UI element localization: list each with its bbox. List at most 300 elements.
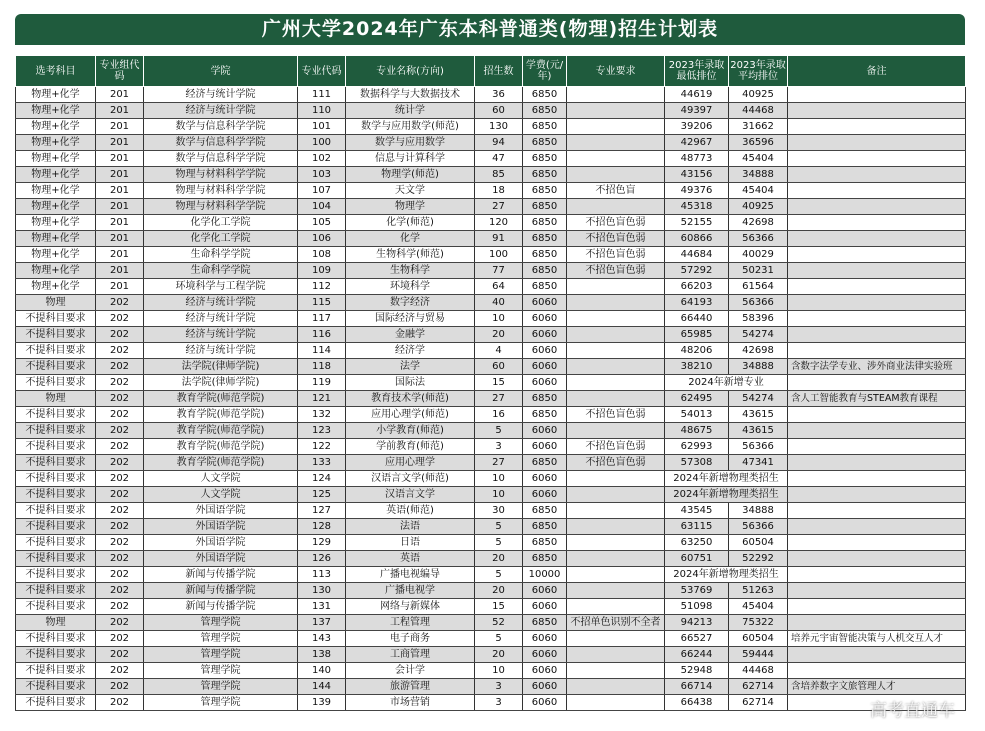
cell-group-code: 202 <box>96 695 144 711</box>
cell-min-rank-2023: 52948 <box>665 663 729 679</box>
cell-college: 管理学院 <box>144 631 298 647</box>
cell-college: 外国语学院 <box>144 503 298 519</box>
cell-avg-rank-2023: 60504 <box>729 535 788 551</box>
cell-min-rank-2023: 39206 <box>665 119 729 135</box>
cell-major-code: 123 <box>298 423 346 439</box>
cell-group-code: 202 <box>96 599 144 615</box>
cell-subject: 物理+化学 <box>16 263 96 279</box>
cell-major-code: 119 <box>298 375 346 391</box>
cell-major-code: 103 <box>298 167 346 183</box>
cell-enrollment: 30 <box>475 503 523 519</box>
cell-group-code: 201 <box>96 87 144 103</box>
cell-major-name: 数学与应用数学 <box>346 135 475 151</box>
cell-college: 教育学院(师范学院) <box>144 391 298 407</box>
cell-avg-rank-2023: 60504 <box>729 631 788 647</box>
cell-enrollment: 40 <box>475 295 523 311</box>
cell-requirement <box>567 87 665 103</box>
table-row <box>16 599 966 615</box>
cell-note <box>788 455 966 471</box>
cell-avg-rank-2023: 54274 <box>729 327 788 343</box>
cell-avg-rank-2023: 58396 <box>729 311 788 327</box>
cell-min-rank-2023: 42967 <box>665 135 729 151</box>
cell-note <box>788 327 966 343</box>
table-row <box>16 343 966 359</box>
cell-tuition: 6060 <box>523 647 567 663</box>
enrollment-plan-table <box>15 55 966 711</box>
cell-major-code: 101 <box>298 119 346 135</box>
cell-min-rank-2023: 63250 <box>665 535 729 551</box>
cell-subject: 物理+化学 <box>16 247 96 263</box>
cell-subject: 不提科目要求 <box>16 567 96 583</box>
table-row <box>16 263 966 279</box>
cell-min-rank-2023: 48675 <box>665 423 729 439</box>
cell-subject: 物理+化学 <box>16 231 96 247</box>
table-row <box>16 375 966 391</box>
cell-subject: 物理+化学 <box>16 279 96 295</box>
cell-tuition: 6850 <box>523 231 567 247</box>
cell-college: 物理与材料科学学院 <box>144 199 298 215</box>
table-row <box>16 391 966 407</box>
cell-enrollment: 4 <box>475 343 523 359</box>
cell-subject: 不提科目要求 <box>16 599 96 615</box>
cell-requirement <box>567 551 665 567</box>
cell-enrollment: 16 <box>475 407 523 423</box>
cell-major-code: 137 <box>298 615 346 631</box>
cell-group-code: 201 <box>96 167 144 183</box>
cell-major-name: 日语 <box>346 535 475 551</box>
cell-subject: 不提科目要求 <box>16 631 96 647</box>
cell-note <box>788 615 966 631</box>
cell-min-rank-2023: 63115 <box>665 519 729 535</box>
cell-major-name: 会计学 <box>346 663 475 679</box>
cell-enrollment: 20 <box>475 327 523 343</box>
cell-min-rank-2023: 43545 <box>665 503 729 519</box>
cell-group-code: 202 <box>96 647 144 663</box>
table-row <box>16 103 966 119</box>
table-row <box>16 423 966 439</box>
page-title: 广州大学2024年广东本科普通类(物理)招生计划表 <box>15 14 965 45</box>
cell-group-code: 201 <box>96 119 144 135</box>
cell-enrollment: 3 <box>475 679 523 695</box>
cell-group-code: 202 <box>96 295 144 311</box>
cell-avg-rank-2023: 43615 <box>729 423 788 439</box>
table-row <box>16 487 966 503</box>
cell-requirement <box>567 167 665 183</box>
table-row <box>16 87 966 103</box>
cell-major-code: 129 <box>298 535 346 551</box>
cell-major-name: 法语 <box>346 519 475 535</box>
cell-group-code: 201 <box>96 135 144 151</box>
cell-college: 经济与统计学院 <box>144 295 298 311</box>
cell-requirement <box>567 567 665 583</box>
cell-note <box>788 199 966 215</box>
cell-tuition: 6850 <box>523 263 567 279</box>
cell-min-rank-2023: 48206 <box>665 343 729 359</box>
cell-requirement <box>567 279 665 295</box>
cell-avg-rank-2023: 36596 <box>729 135 788 151</box>
cell-avg-rank-2023: 43615 <box>729 407 788 423</box>
cell-major-code: 139 <box>298 695 346 711</box>
cell-tuition: 6850 <box>523 87 567 103</box>
cell-tuition: 6850 <box>523 103 567 119</box>
cell-group-code: 202 <box>96 503 144 519</box>
cell-min-rank-2023: 2024年新增物理类招生 <box>665 471 788 487</box>
cell-major-code: 116 <box>298 327 346 343</box>
cell-min-rank-2023: 62495 <box>665 391 729 407</box>
cell-college: 数学与信息科学学院 <box>144 119 298 135</box>
cell-major-name: 市场营销 <box>346 695 475 711</box>
cell-note <box>788 503 966 519</box>
cell-requirement <box>567 535 665 551</box>
cell-note <box>788 183 966 199</box>
cell-enrollment: 10 <box>475 311 523 327</box>
cell-avg-rank-2023: 59444 <box>729 647 788 663</box>
cell-subject: 不提科目要求 <box>16 407 96 423</box>
cell-major-code: 140 <box>298 663 346 679</box>
cell-avg-rank-2023: 45404 <box>729 599 788 615</box>
column-header-major-code: 专业代码 <box>298 56 346 87</box>
cell-requirement: 不招色盲色弱 <box>567 231 665 247</box>
cell-college: 管理学院 <box>144 695 298 711</box>
table-row <box>16 439 966 455</box>
table-row <box>16 151 966 167</box>
cell-subject: 物理 <box>16 391 96 407</box>
cell-group-code: 202 <box>96 583 144 599</box>
cell-note <box>788 279 966 295</box>
cell-avg-rank-2023: 44468 <box>729 103 788 119</box>
cell-avg-rank-2023: 54274 <box>729 391 788 407</box>
cell-major-code: 126 <box>298 551 346 567</box>
cell-enrollment: 5 <box>475 567 523 583</box>
cell-note <box>788 647 966 663</box>
cell-major-name: 英语(师范) <box>346 503 475 519</box>
cell-min-rank-2023: 2024年新增物理类招生 <box>665 487 788 503</box>
cell-avg-rank-2023: 56366 <box>729 295 788 311</box>
cell-enrollment: 120 <box>475 215 523 231</box>
cell-avg-rank-2023: 42698 <box>729 215 788 231</box>
cell-requirement <box>567 679 665 695</box>
cell-group-code: 202 <box>96 423 144 439</box>
cell-tuition: 6060 <box>523 311 567 327</box>
cell-group-code: 202 <box>96 455 144 471</box>
cell-major-code: 117 <box>298 311 346 327</box>
table-row <box>16 551 966 567</box>
cell-major-code: 128 <box>298 519 346 535</box>
cell-enrollment: 18 <box>475 183 523 199</box>
cell-enrollment: 85 <box>475 167 523 183</box>
cell-min-rank-2023: 66203 <box>665 279 729 295</box>
cell-requirement <box>567 359 665 375</box>
cell-group-code: 202 <box>96 391 144 407</box>
cell-requirement: 不招色盲色弱 <box>567 455 665 471</box>
cell-avg-rank-2023: 56366 <box>729 231 788 247</box>
table-row <box>16 311 966 327</box>
cell-subject: 物理+化学 <box>16 87 96 103</box>
cell-subject: 不提科目要求 <box>16 359 96 375</box>
cell-major-name: 应用心理学 <box>346 455 475 471</box>
table-row <box>16 695 966 711</box>
watermark: 高考直通车 <box>870 701 955 721</box>
cell-avg-rank-2023: 42698 <box>729 343 788 359</box>
cell-subject: 不提科目要求 <box>16 471 96 487</box>
cell-college: 管理学院 <box>144 679 298 695</box>
cell-major-code: 125 <box>298 487 346 503</box>
cell-enrollment: 60 <box>475 359 523 375</box>
cell-min-rank-2023: 48773 <box>665 151 729 167</box>
cell-enrollment: 27 <box>475 455 523 471</box>
cell-major-code: 113 <box>298 567 346 583</box>
cell-tuition: 6850 <box>523 167 567 183</box>
column-header-subject: 选考科目 <box>16 56 96 87</box>
cell-subject: 不提科目要求 <box>16 679 96 695</box>
table-row <box>16 215 966 231</box>
cell-min-rank-2023: 44619 <box>665 87 729 103</box>
cell-tuition: 6060 <box>523 471 567 487</box>
cell-min-rank-2023: 49397 <box>665 103 729 119</box>
cell-group-code: 202 <box>96 439 144 455</box>
cell-note <box>788 295 966 311</box>
cell-tuition: 6850 <box>523 151 567 167</box>
cell-major-code: 106 <box>298 231 346 247</box>
cell-note <box>788 471 966 487</box>
cell-requirement <box>567 471 665 487</box>
cell-group-code: 201 <box>96 231 144 247</box>
cell-subject: 不提科目要求 <box>16 647 96 663</box>
cell-major-name: 工商管理 <box>346 647 475 663</box>
cell-requirement <box>567 103 665 119</box>
cell-avg-rank-2023: 51263 <box>729 583 788 599</box>
cell-major-name: 工程管理 <box>346 615 475 631</box>
cell-college: 生命科学学院 <box>144 247 298 263</box>
cell-avg-rank-2023: 45404 <box>729 151 788 167</box>
cell-min-rank-2023: 94213 <box>665 615 729 631</box>
cell-enrollment: 15 <box>475 375 523 391</box>
cell-note <box>788 151 966 167</box>
table-row <box>16 359 966 375</box>
cell-major-name: 国际经济与贸易 <box>346 311 475 327</box>
table-row <box>16 279 966 295</box>
cell-major-name: 电子商务 <box>346 631 475 647</box>
cell-major-code: 107 <box>298 183 346 199</box>
cell-avg-rank-2023: 40029 <box>729 247 788 263</box>
cell-subject: 物理+化学 <box>16 135 96 151</box>
cell-tuition: 6060 <box>523 359 567 375</box>
cell-min-rank-2023: 45318 <box>665 199 729 215</box>
cell-enrollment: 64 <box>475 279 523 295</box>
cell-min-rank-2023: 66440 <box>665 311 729 327</box>
cell-major-name: 天文学 <box>346 183 475 199</box>
cell-note <box>788 663 966 679</box>
cell-group-code: 202 <box>96 663 144 679</box>
cell-college: 经济与统计学院 <box>144 103 298 119</box>
cell-min-rank-2023: 44684 <box>665 247 729 263</box>
table-row <box>16 407 966 423</box>
cell-note <box>788 103 966 119</box>
cell-enrollment: 3 <box>475 439 523 455</box>
cell-college: 化学化工学院 <box>144 215 298 231</box>
cell-min-rank-2023: 54013 <box>665 407 729 423</box>
cell-major-code: 112 <box>298 279 346 295</box>
cell-group-code: 201 <box>96 263 144 279</box>
cell-major-name: 金融学 <box>346 327 475 343</box>
cell-major-name: 学前教育(师范) <box>346 439 475 455</box>
cell-requirement <box>567 519 665 535</box>
cell-requirement <box>567 295 665 311</box>
cell-major-code: 122 <box>298 439 346 455</box>
cell-min-rank-2023: 57308 <box>665 455 729 471</box>
cell-min-rank-2023: 51098 <box>665 599 729 615</box>
cell-enrollment: 15 <box>475 599 523 615</box>
cell-major-code: 127 <box>298 503 346 519</box>
table-row <box>16 119 966 135</box>
cell-requirement <box>567 199 665 215</box>
cell-subject: 物理+化学 <box>16 199 96 215</box>
cell-group-code: 202 <box>96 487 144 503</box>
cell-major-name: 数字经济 <box>346 295 475 311</box>
cell-college: 新闻与传播学院 <box>144 599 298 615</box>
cell-tuition: 6060 <box>523 679 567 695</box>
cell-tuition: 6850 <box>523 199 567 215</box>
cell-tuition: 6850 <box>523 135 567 151</box>
table-header-row <box>16 56 966 87</box>
cell-major-code: 109 <box>298 263 346 279</box>
cell-major-code: 132 <box>298 407 346 423</box>
cell-major-code: 114 <box>298 343 346 359</box>
cell-requirement: 不招色盲色弱 <box>567 439 665 455</box>
cell-min-rank-2023: 2024年新增物理类招生 <box>665 567 788 583</box>
cell-note <box>788 423 966 439</box>
cell-group-code: 202 <box>96 551 144 567</box>
cell-major-code: 100 <box>298 135 346 151</box>
cell-major-name: 物理学 <box>346 199 475 215</box>
cell-note <box>788 167 966 183</box>
table-row <box>16 583 966 599</box>
cell-tuition: 6850 <box>523 535 567 551</box>
cell-requirement <box>567 119 665 135</box>
cell-note <box>788 87 966 103</box>
cell-enrollment: 130 <box>475 119 523 135</box>
cell-min-rank-2023: 66438 <box>665 695 729 711</box>
cell-college: 外国语学院 <box>144 519 298 535</box>
cell-major-code: 131 <box>298 599 346 615</box>
cell-note: 含数字法学专业、涉外商业法律实验班 <box>788 359 966 375</box>
cell-enrollment: 27 <box>475 391 523 407</box>
cell-subject: 不提科目要求 <box>16 583 96 599</box>
column-header-major-name: 专业名称(方向) <box>346 56 475 87</box>
cell-note <box>788 551 966 567</box>
cell-major-name: 数据科学与大数据技术 <box>346 87 475 103</box>
cell-group-code: 201 <box>96 183 144 199</box>
cell-requirement: 不招色盲色弱 <box>567 247 665 263</box>
cell-major-code: 121 <box>298 391 346 407</box>
cell-subject: 不提科目要求 <box>16 439 96 455</box>
cell-major-name: 法学 <box>346 359 475 375</box>
cell-major-name: 统计学 <box>346 103 475 119</box>
cell-group-code: 202 <box>96 535 144 551</box>
cell-college: 新闻与传播学院 <box>144 567 298 583</box>
cell-major-name: 国际法 <box>346 375 475 391</box>
table-row <box>16 199 966 215</box>
cell-avg-rank-2023: 62714 <box>729 679 788 695</box>
cell-requirement <box>567 151 665 167</box>
cell-subject: 不提科目要求 <box>16 519 96 535</box>
cell-avg-rank-2023: 34888 <box>729 359 788 375</box>
cell-major-name: 经济学 <box>346 343 475 359</box>
cell-tuition: 6060 <box>523 487 567 503</box>
cell-requirement <box>567 503 665 519</box>
cell-college: 教育学院(师范学院) <box>144 423 298 439</box>
cell-major-name: 汉语言文学 <box>346 487 475 503</box>
cell-college: 生命科学学院 <box>144 263 298 279</box>
cell-tuition: 6060 <box>523 295 567 311</box>
cell-avg-rank-2023: 34888 <box>729 503 788 519</box>
cell-college: 化学化工学院 <box>144 231 298 247</box>
cell-major-code: 124 <box>298 471 346 487</box>
cell-avg-rank-2023: 56366 <box>729 439 788 455</box>
cell-min-rank-2023: 57292 <box>665 263 729 279</box>
cell-enrollment: 5 <box>475 423 523 439</box>
cell-tuition: 6850 <box>523 407 567 423</box>
cell-group-code: 201 <box>96 279 144 295</box>
cell-avg-rank-2023: 62714 <box>729 695 788 711</box>
cell-subject: 物理+化学 <box>16 183 96 199</box>
cell-subject: 物理+化学 <box>16 151 96 167</box>
cell-tuition: 6060 <box>523 663 567 679</box>
table-row <box>16 295 966 311</box>
cell-note <box>788 583 966 599</box>
cell-subject: 物理+化学 <box>16 119 96 135</box>
cell-note <box>788 263 966 279</box>
cell-note <box>788 439 966 455</box>
cell-major-code: 138 <box>298 647 346 663</box>
cell-college: 外国语学院 <box>144 551 298 567</box>
column-header-avg-rank-2023: 2023年录取平均排位 <box>729 56 788 87</box>
cell-group-code: 202 <box>96 359 144 375</box>
cell-tuition: 6850 <box>523 215 567 231</box>
cell-major-code: 102 <box>298 151 346 167</box>
cell-subject: 不提科目要求 <box>16 487 96 503</box>
cell-min-rank-2023: 43156 <box>665 167 729 183</box>
column-header-tuition: 学费(元/年) <box>523 56 567 87</box>
cell-note <box>788 119 966 135</box>
cell-group-code: 201 <box>96 151 144 167</box>
cell-college: 经济与统计学院 <box>144 327 298 343</box>
cell-college: 法学院(律师学院) <box>144 359 298 375</box>
cell-major-code: 104 <box>298 199 346 215</box>
cell-min-rank-2023: 2024年新增专业 <box>665 375 788 391</box>
cell-requirement <box>567 631 665 647</box>
table-row <box>16 503 966 519</box>
cell-note <box>788 487 966 503</box>
cell-group-code: 202 <box>96 471 144 487</box>
cell-enrollment: 5 <box>475 631 523 647</box>
cell-requirement <box>567 327 665 343</box>
cell-requirement <box>567 583 665 599</box>
cell-min-rank-2023: 66527 <box>665 631 729 647</box>
table-row <box>16 663 966 679</box>
cell-note <box>788 407 966 423</box>
cell-note <box>788 343 966 359</box>
cell-enrollment: 60 <box>475 103 523 119</box>
cell-major-code: 115 <box>298 295 346 311</box>
cell-tuition: 6850 <box>523 247 567 263</box>
cell-min-rank-2023: 60866 <box>665 231 729 247</box>
cell-min-rank-2023: 64193 <box>665 295 729 311</box>
cell-major-name: 广播电视学 <box>346 583 475 599</box>
cell-major-name: 教育技术学(师范) <box>346 391 475 407</box>
table-row <box>16 231 966 247</box>
cell-tuition: 6060 <box>523 631 567 647</box>
